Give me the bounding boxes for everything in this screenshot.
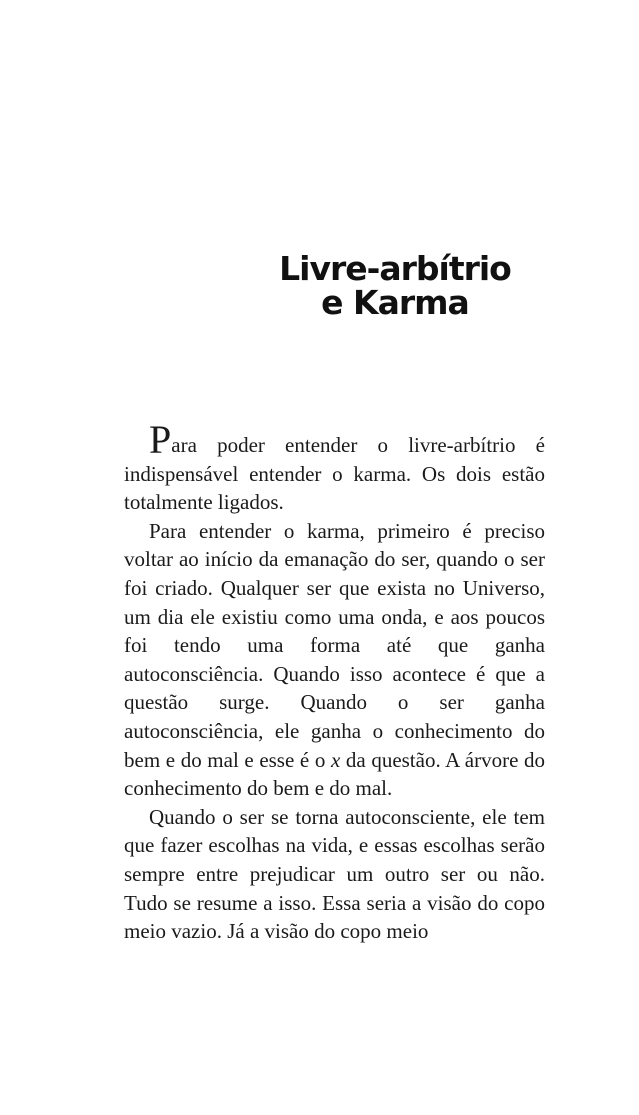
chapter-title-line-2: e Karma <box>321 283 469 322</box>
chapter-title <box>270 249 520 322</box>
paragraph-2 <box>124 517 545 803</box>
paragraph-3: Quando o ser se torna autoconsciente, ele tem que fazer escolhas na vida, e essas escolhas serão sempre entre prejudicar um outro ser ou não. Tudo se resume a isso. Essa seria a visão do copo meio vazio. Já a visão do copo meio <box>124 804 545 944</box>
paragraph-1-text: ara poder entender o livre-arbítrio é indispensável entender o karma. Os dois estão totalmente ligados. <box>124 433 545 515</box>
drop-initial: P <box>149 417 172 462</box>
body-text <box>124 417 546 946</box>
chapter-title-line-1: Livre-arbítrio <box>279 249 511 288</box>
paragraph-1 <box>124 417 545 517</box>
variable-x: x <box>330 747 341 772</box>
paragraph-2-text-b: da questão. A árvore do conhecimento do bem e do mal. <box>124 747 546 801</box>
paragraph-2-text-a: Para entender o karma, primeiro é preciso voltar ao início da emanação do ser, quando o ser foi criado. Qualquer ser que exista no Universo, um dia ele existiu como uma onda, e aos poucos foi tendo uma forma até que ganha autoconsciência. Quando isso acontece é que a questão surge. Quando o ser ganha autoconsciência, ele ganha o conhecimento do bem e do mal e esse é o <box>124 518 545 772</box>
